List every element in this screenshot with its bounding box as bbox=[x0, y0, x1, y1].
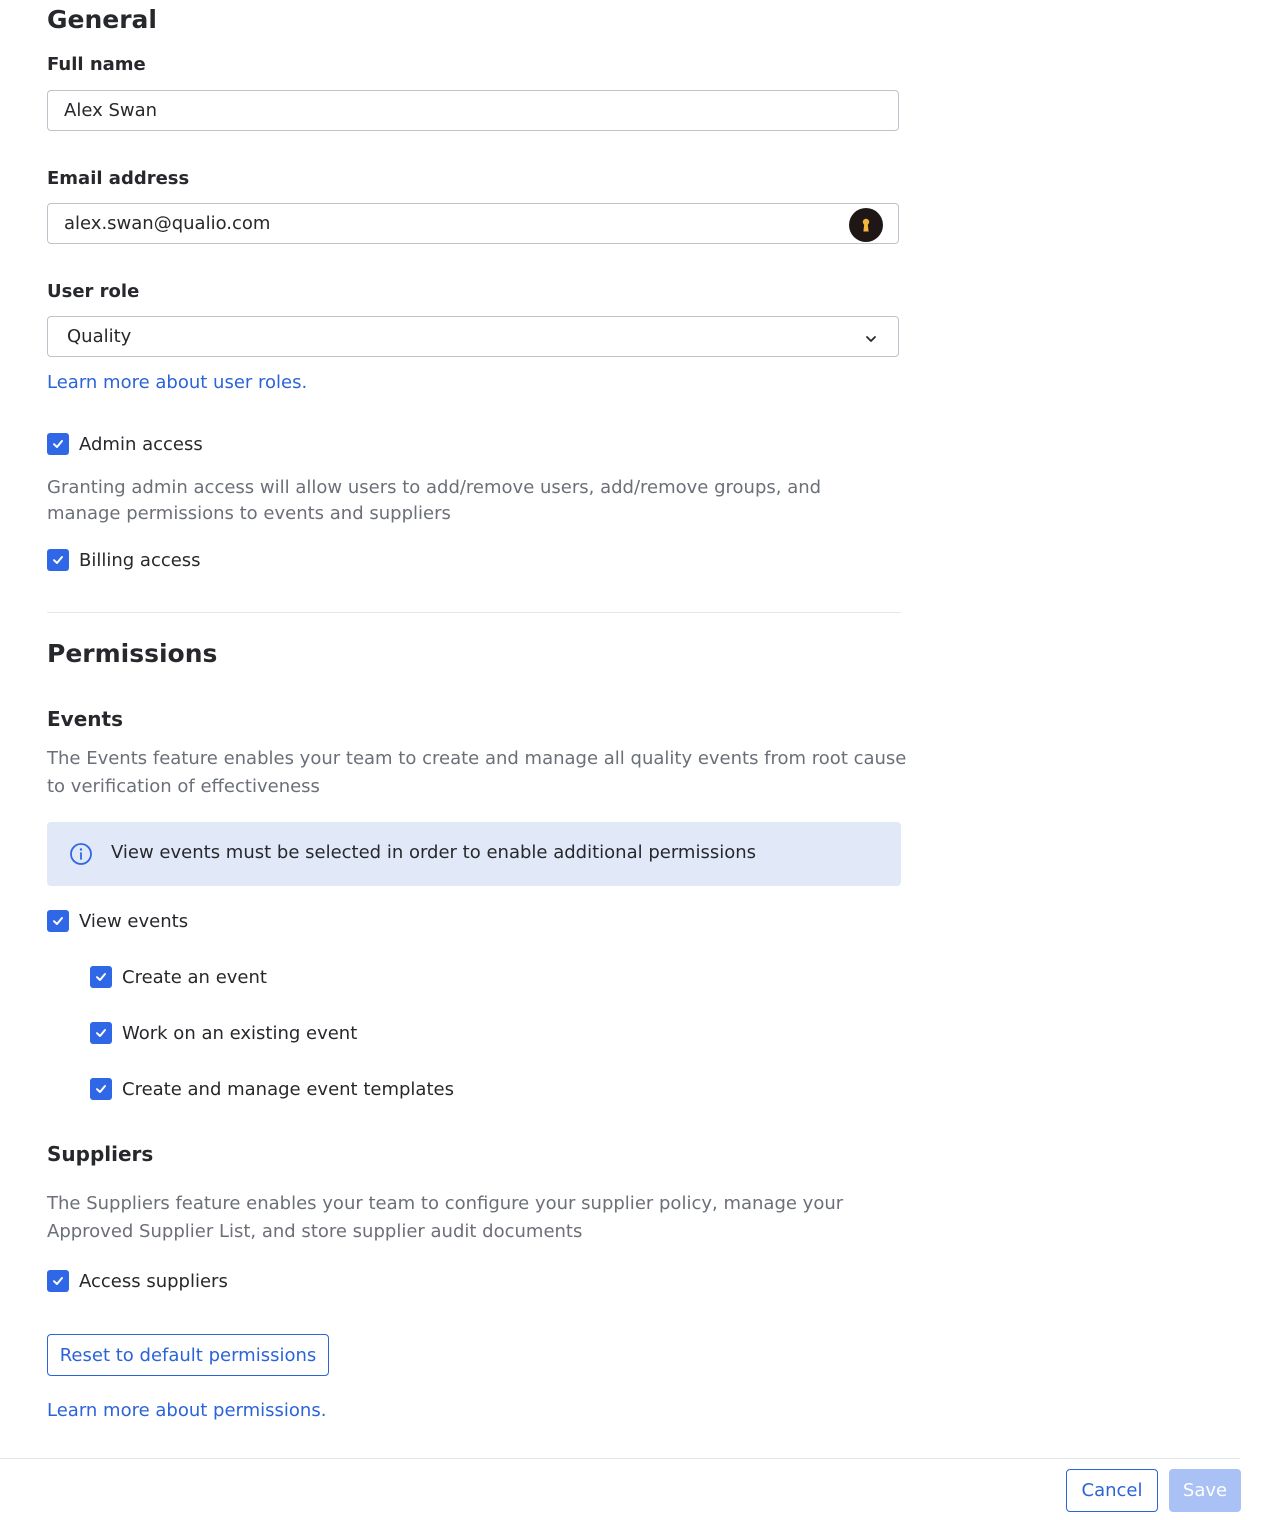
view-events-label: View events bbox=[79, 910, 189, 932]
access-suppliers-label: Access suppliers bbox=[79, 1270, 228, 1292]
admin-access-checkbox[interactable] bbox=[47, 433, 69, 455]
event-templates-label: Create and manage event templates bbox=[122, 1078, 454, 1100]
create-event-option[interactable] bbox=[90, 965, 267, 989]
user-role-label: User role bbox=[47, 281, 140, 302]
footer-divider bbox=[0, 1458, 1240, 1459]
email-label: Email address bbox=[47, 168, 190, 189]
suppliers-description: The Suppliers feature enables your team to configure your supplier policy, manage your Approved Supplier List, and store supplier audit documents bbox=[47, 1193, 844, 1242]
full-name-value: Alex Swan bbox=[64, 100, 158, 121]
info-icon bbox=[69, 842, 93, 866]
create-event-checkbox[interactable] bbox=[90, 966, 112, 988]
access-suppliers-option[interactable] bbox=[47, 1269, 228, 1293]
billing-access-label: Billing access bbox=[79, 549, 201, 571]
billing-access-checkbox[interactable] bbox=[47, 549, 69, 571]
event-templates-checkbox[interactable] bbox=[90, 1078, 112, 1100]
admin-access-option[interactable] bbox=[47, 432, 203, 456]
cancel-button[interactable]: Cancel bbox=[1066, 1469, 1158, 1512]
admin-access-label: Admin access bbox=[79, 433, 203, 455]
chevron-down-icon bbox=[864, 330, 878, 344]
work-on-event-label: Work on an existing event bbox=[122, 1022, 358, 1044]
info-banner bbox=[47, 822, 901, 886]
email-value: alex.swan@qualio.com bbox=[64, 213, 271, 234]
user-role-select[interactable] bbox=[47, 316, 899, 357]
general-heading: General bbox=[47, 5, 157, 34]
event-templates-option[interactable] bbox=[90, 1077, 454, 1101]
info-banner-text: View events must be selected in order to enable additional permissions bbox=[111, 842, 756, 863]
events-description: The Events feature enables your team to create and manage all quality events from root cause to verification of effectiveness bbox=[47, 748, 907, 797]
save-button[interactable]: Save bbox=[1169, 1469, 1241, 1512]
full-name-label: Full name bbox=[47, 54, 146, 75]
view-events-option[interactable] bbox=[47, 909, 188, 933]
full-name-input[interactable] bbox=[47, 90, 899, 131]
reset-permissions-button[interactable]: Reset to default permissions bbox=[47, 1334, 329, 1376]
work-on-event-option[interactable] bbox=[90, 1021, 357, 1045]
user-roles-link[interactable]: Learn more about user roles. bbox=[47, 372, 308, 393]
create-event-label: Create an event bbox=[122, 966, 267, 988]
section-divider bbox=[47, 612, 901, 613]
access-suppliers-checkbox[interactable] bbox=[47, 1270, 69, 1292]
billing-access-option[interactable] bbox=[47, 548, 201, 572]
key-icon[interactable] bbox=[849, 208, 883, 242]
view-events-checkbox[interactable] bbox=[47, 910, 69, 932]
email-input[interactable] bbox=[47, 203, 899, 244]
work-on-event-checkbox[interactable] bbox=[90, 1022, 112, 1044]
events-heading: Events bbox=[47, 707, 123, 731]
admin-access-description: Granting admin access will allow users to add/remove users, add/remove groups, and manage permissions to events and suppliers bbox=[47, 477, 822, 524]
suppliers-heading: Suppliers bbox=[47, 1142, 154, 1166]
permissions-link[interactable]: Learn more about permissions. bbox=[47, 1400, 327, 1421]
permissions-heading: Permissions bbox=[47, 639, 218, 668]
user-role-value: Quality bbox=[67, 326, 132, 347]
